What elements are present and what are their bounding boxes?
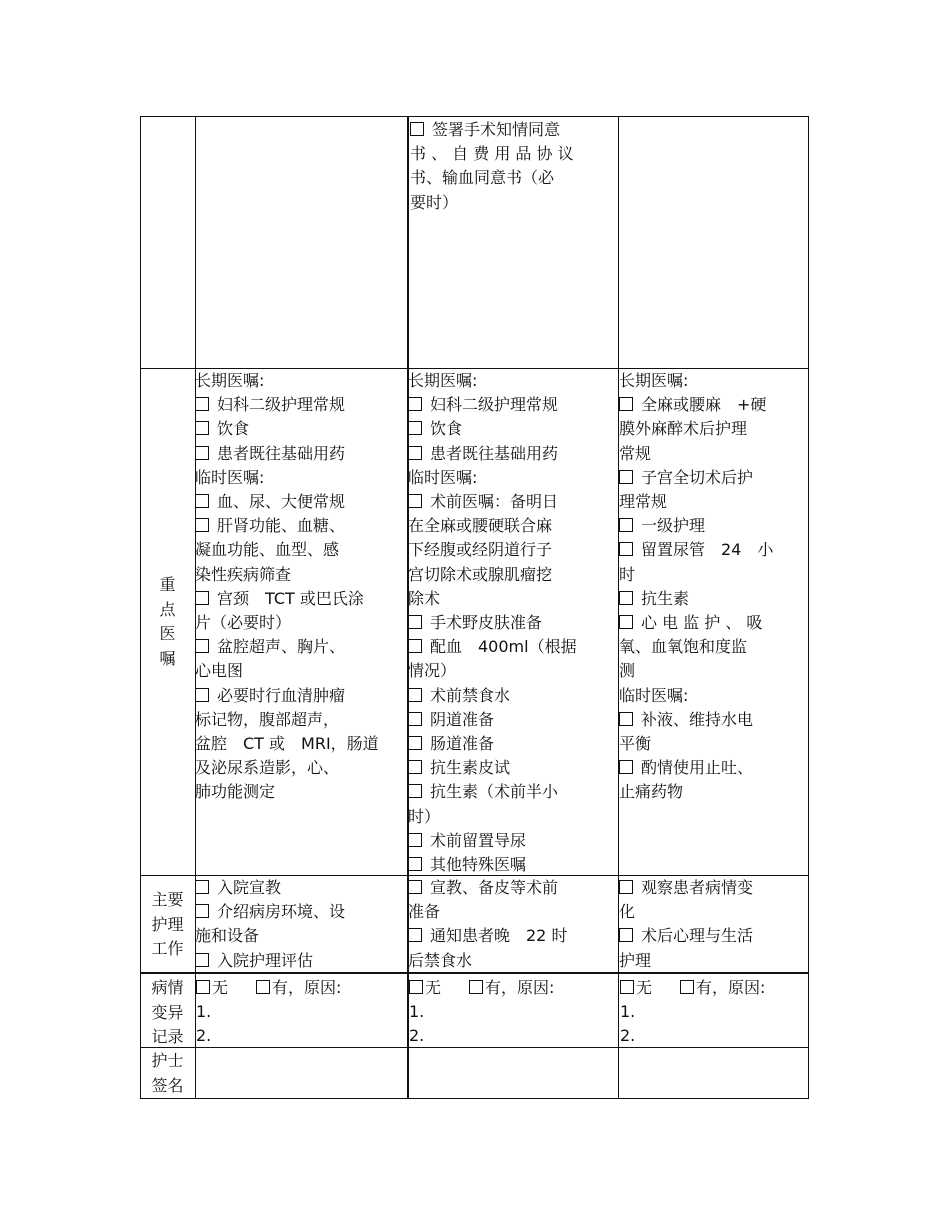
order-item-cont: 凝血功能、血型、感 (195, 540, 340, 560)
yes-checkbox[interactable] (469, 980, 483, 994)
order-item: 其他特殊医嘱 (408, 853, 618, 877)
variation-line: 2. (196, 1026, 212, 1046)
checkbox[interactable] (195, 446, 209, 460)
order-item-cont: 常规 (619, 443, 652, 463)
order-item: 血、尿、大便常规 (195, 490, 407, 514)
none-checkbox[interactable] (409, 980, 423, 994)
variation-line: 1. (196, 1002, 212, 1022)
order-item: 肠道准备 (408, 732, 618, 756)
signature-field[interactable] (409, 1048, 618, 1098)
order-item-cont: 片（必要时） (195, 613, 292, 633)
order-item: 子宫全切术后护 (619, 466, 809, 490)
order-item-cont: 止痛药物 (619, 782, 684, 802)
nursing-item-cont: 化 (619, 902, 636, 922)
row4-col2-cell (409, 976, 618, 1049)
checkbox[interactable] (410, 122, 424, 136)
checkbox[interactable] (195, 639, 209, 653)
row2-col1-cell (195, 369, 407, 805)
order-item: 一级护理 (619, 514, 809, 538)
checkbox[interactable] (408, 712, 422, 726)
order-item: 患者既往基础用药 (195, 442, 407, 466)
checkbox[interactable] (408, 397, 422, 411)
checkbox[interactable] (619, 928, 633, 942)
row3-col3-cell (619, 876, 809, 973)
checkbox[interactable] (619, 712, 633, 726)
row2-col2-cell (408, 369, 618, 877)
order-item: 饮食 (408, 417, 618, 441)
checkbox[interactable] (195, 688, 209, 702)
row-label-nurse-signature: 护士 签名 (151, 1051, 184, 1095)
nursing-item: 宣教、备皮等术前 (408, 876, 618, 900)
table-border-bottom (140, 1098, 809, 1099)
order-item: 抗生素皮试 (408, 756, 618, 780)
variation-line: 1. (620, 1002, 636, 1022)
table-border-top (140, 116, 809, 117)
checkbox[interactable] (408, 760, 422, 774)
consent-item-cont: 书 、 自 费 用 品 协 议 (410, 144, 574, 164)
consent-item: 签署手术知情同意 (410, 118, 618, 142)
order-item-cont: 时） (408, 806, 441, 826)
none-label: 无 (636, 978, 653, 997)
variation-line: 2. (620, 1026, 636, 1046)
checkbox[interactable] (619, 615, 633, 629)
order-item-cont: 氧、血氧饱和度监 (619, 637, 748, 657)
signature-field[interactable] (620, 1048, 808, 1098)
long-term-orders-header: 长期医嘱: (195, 371, 265, 390)
yes-checkbox[interactable] (256, 980, 270, 994)
nursing-item: 观察患者病情变 (619, 876, 809, 900)
temporary-orders-header: 临时医嘱: (619, 685, 689, 705)
checkbox[interactable] (195, 518, 209, 532)
order-item: 必要时行血清肿瘤 (195, 684, 407, 708)
order-item-cont: 膜外麻醉术后护理 (619, 419, 748, 439)
order-item-cont: 测 (619, 661, 636, 681)
checkbox[interactable] (408, 639, 422, 653)
checkbox[interactable] (408, 928, 422, 942)
checkbox[interactable] (408, 857, 422, 871)
nursing-item: 入院护理评估 (195, 949, 407, 973)
order-item: 心 电 监 护 、 吸 (619, 611, 809, 635)
nursing-item: 术后心理与生活 (619, 924, 809, 948)
order-item-cont: 肺功能测定 (195, 782, 276, 802)
checkbox[interactable] (619, 518, 633, 532)
order-item-cont: 下经腹或经阴道行子 (408, 540, 553, 560)
checkbox[interactable] (619, 591, 633, 605)
checkbox[interactable] (408, 615, 422, 629)
temporary-orders-header: 临时医嘱: (408, 467, 478, 487)
order-item-cont: 及泌尿系造影，心、 (195, 758, 340, 778)
long-term-orders-header: 长期医嘱: (408, 371, 478, 390)
nursing-item: 介绍病房环境、设 (195, 900, 407, 924)
clinical-pathway-table (140, 116, 809, 1099)
order-item: 宫颈 TCT 或巴氏涂 (195, 587, 407, 611)
checkbox[interactable] (408, 833, 422, 847)
row4-col3-cell (620, 976, 809, 1049)
checkbox[interactable] (408, 736, 422, 750)
checkbox[interactable] (619, 470, 633, 484)
nursing-item: 入院宣教 (195, 876, 407, 900)
order-item-cont: 平衡 (619, 734, 652, 754)
checkbox[interactable] (195, 591, 209, 605)
checkbox[interactable] (408, 421, 422, 435)
long-term-orders-header: 长期医嘱: (619, 371, 689, 390)
consent-item-cont: 书、输血同意书（必 (410, 168, 555, 188)
order-item: 阴道准备 (408, 708, 618, 732)
yes-checkbox[interactable] (680, 980, 694, 994)
order-item-cont: 心电图 (195, 661, 244, 681)
checkbox[interactable] (195, 953, 209, 967)
order-item: 留置尿管 24 小 (619, 538, 809, 562)
nursing-item: 通知患者晚 22 时 (408, 924, 618, 948)
order-item-cont: 宫切除术或腺肌瘤挖 (408, 564, 553, 584)
none-label: 无 (212, 978, 229, 997)
order-item: 抗生素（术前半小 (408, 780, 618, 804)
order-item-cont: 在全麻或腰硬联合麻 (408, 516, 553, 536)
signature-field[interactable] (196, 1048, 407, 1098)
none-label: 无 (425, 978, 442, 997)
order-item-cont: 时 (619, 564, 636, 584)
order-item: 抗生素 (619, 587, 809, 611)
order-item: 酌情使用止吐、 (619, 756, 809, 780)
order-item: 术前医嘱：备明日 (408, 490, 618, 514)
order-item: 补液、维持水电 (619, 708, 809, 732)
checkbox[interactable] (195, 421, 209, 435)
order-item: 患者既往基础用药 (408, 442, 618, 466)
yes-reason-label: 有，原因: (485, 978, 555, 997)
checkbox[interactable] (408, 494, 422, 508)
nursing-item-cont: 护理 (619, 950, 652, 970)
variation-line: 2. (409, 1026, 425, 1046)
order-item: 妇科二级护理常规 (195, 393, 407, 417)
order-item: 盆腔超声、胸片、 (195, 635, 407, 659)
checkbox[interactable] (408, 446, 422, 460)
order-item: 手术野皮肤准备 (408, 611, 618, 635)
row4-col1-cell (196, 976, 407, 1049)
row2-col3-cell (619, 369, 809, 805)
checkbox[interactable] (195, 880, 209, 894)
row3-col1-cell (195, 876, 407, 973)
nursing-item-cont: 准备 (408, 902, 441, 922)
checkbox[interactable] (408, 688, 422, 702)
order-item-cont: 除术 (408, 588, 441, 608)
order-item-cont: 标记物，腹部超声， (195, 709, 340, 729)
variation-line: 1. (409, 1002, 425, 1022)
order-item: 术前留置导尿 (408, 829, 618, 853)
order-item-cont: 情况） (408, 661, 457, 681)
order-item: 饮食 (195, 417, 407, 441)
nursing-item-cont: 后禁食水 (408, 950, 473, 970)
row3-col2-cell (408, 876, 618, 973)
checkbox[interactable] (195, 397, 209, 411)
temporary-orders-header: 临时医嘱: (195, 467, 265, 487)
none-checkbox[interactable] (620, 980, 634, 994)
checkbox[interactable] (619, 542, 633, 556)
checkbox[interactable] (195, 494, 209, 508)
row-label-key-orders: 重 点 医 嘱 (159, 575, 176, 668)
order-item: 肝肾功能、血糖、 (195, 514, 407, 538)
order-item-cont: 盆腔 CT 或 MRI，肠道 (195, 734, 379, 754)
order-item: 妇科二级护理常规 (408, 393, 618, 417)
checkbox[interactable] (619, 397, 633, 411)
checkbox[interactable] (195, 904, 209, 918)
row-label-main-nursing: 主要 护理 工作 (151, 890, 184, 958)
order-item: 配血 400ml（根据 (408, 635, 618, 659)
row1-col2-cell (410, 118, 618, 215)
checkbox[interactable] (619, 880, 633, 894)
checkbox[interactable] (408, 880, 422, 894)
order-item-cont: 染性疾病筛查 (195, 564, 292, 584)
order-item: 术前禁食水 (408, 684, 618, 708)
yes-reason-label: 有，原因: (696, 978, 766, 997)
order-item-cont: 理常规 (619, 492, 668, 512)
consent-item-cont: 要时） (410, 192, 459, 212)
order-item: 全麻或腰麻 +硬 (619, 393, 809, 417)
checkbox[interactable] (408, 784, 422, 798)
yes-reason-label: 有，原因: (272, 978, 342, 997)
row-label-variation-record: 病情 变异 记录 (151, 978, 184, 1046)
nursing-item-cont: 施和设备 (195, 926, 260, 946)
checkbox[interactable] (619, 760, 633, 774)
none-checkbox[interactable] (196, 980, 210, 994)
